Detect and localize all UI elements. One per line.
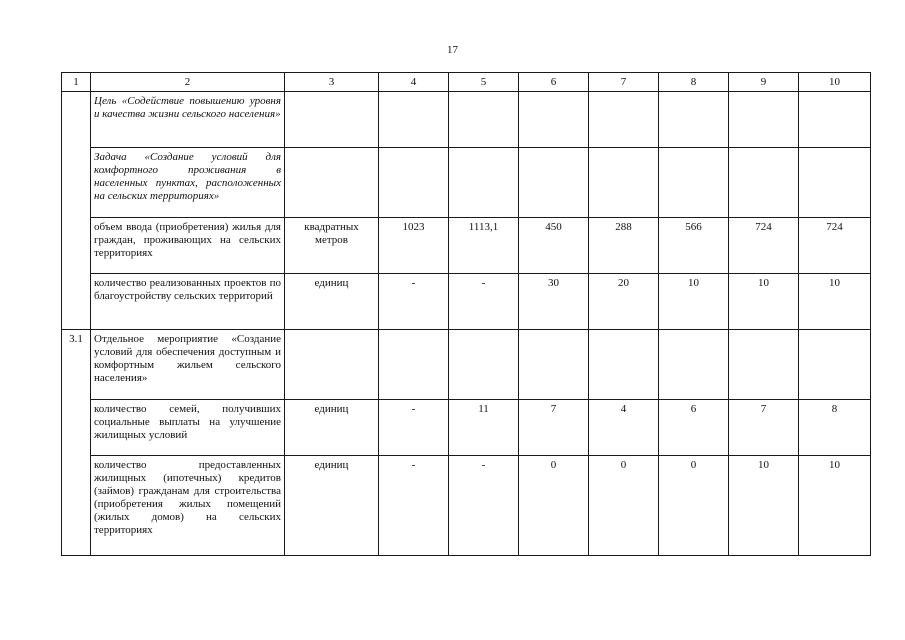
value-cell — [729, 92, 799, 148]
header-cell: 9 — [729, 73, 799, 92]
indicator-name-cell: Цель «Содействие повышению уровня и качества жизни сельского населения» — [91, 92, 285, 148]
value-cell: 10 — [799, 456, 871, 556]
row-number-cell — [62, 92, 91, 330]
unit-cell: квадратных метров — [285, 218, 379, 274]
value-cell — [589, 92, 659, 148]
table-row — [62, 218, 871, 274]
value-cell: 30 — [519, 274, 589, 330]
indicator-name-cell: количество реализованных проектов по благоустройству сельских территорий — [91, 274, 285, 330]
value-cell: 450 — [519, 218, 589, 274]
unit-cell — [285, 148, 379, 218]
value-cell — [379, 148, 449, 218]
value-cell: 288 — [589, 218, 659, 274]
unit-cell — [285, 330, 379, 400]
value-cell — [519, 92, 589, 148]
table-header-row — [62, 73, 871, 92]
value-cell: 0 — [659, 456, 729, 556]
value-cell — [449, 148, 519, 218]
value-cell: 8 — [799, 400, 871, 456]
unit-cell: единиц — [285, 400, 379, 456]
value-cell: - — [449, 456, 519, 556]
value-cell — [659, 330, 729, 400]
row-number-cell: 3.1 — [62, 330, 91, 556]
value-cell — [729, 330, 799, 400]
value-cell — [379, 330, 449, 400]
value-cell: 0 — [589, 456, 659, 556]
value-cell: 1023 — [379, 218, 449, 274]
header-cell: 3 — [285, 73, 379, 92]
header-cell: 7 — [589, 73, 659, 92]
unit-cell: единиц — [285, 274, 379, 330]
unit-cell: единиц — [285, 456, 379, 556]
table-row — [62, 456, 871, 556]
value-cell — [799, 148, 871, 218]
value-cell: 724 — [799, 218, 871, 274]
value-cell — [379, 92, 449, 148]
indicator-name-cell: количество семей, получивших социальные выплаты на улучшение жилищных условий — [91, 400, 285, 456]
table-row — [62, 400, 871, 456]
header-cell: 1 — [62, 73, 91, 92]
indicator-name-cell: количество предоставленных жилищных (ипотечных) кредитов (займов) гражданам для строительства (приобретения жилых помещений (жилых домов) на сельских территориях — [91, 456, 285, 556]
unit-cell — [285, 92, 379, 148]
indicators-table — [61, 72, 871, 556]
value-cell: 0 — [519, 456, 589, 556]
header-cell: 5 — [449, 73, 519, 92]
value-cell — [729, 148, 799, 218]
indicator-name-cell: Отдельное мероприятие «Создание условий для обеспечения доступным и комфортным жильем сельского населения» — [91, 330, 285, 400]
value-cell: 7 — [729, 400, 799, 456]
value-cell: 566 — [659, 218, 729, 274]
value-cell: - — [379, 274, 449, 330]
value-cell — [799, 330, 871, 400]
table-row — [62, 92, 871, 148]
header-cell: 8 — [659, 73, 729, 92]
value-cell: - — [449, 274, 519, 330]
table-row — [62, 148, 871, 218]
value-cell: 724 — [729, 218, 799, 274]
value-cell: 11 — [449, 400, 519, 456]
value-cell: 1113,1 — [449, 218, 519, 274]
value-cell — [799, 92, 871, 148]
table-row — [62, 330, 871, 400]
value-cell: 4 — [589, 400, 659, 456]
value-cell: 7 — [519, 400, 589, 456]
value-cell: 10 — [799, 274, 871, 330]
value-cell — [589, 330, 659, 400]
header-cell: 10 — [799, 73, 871, 92]
indicator-name-cell: Задача «Создание условий для комфортного проживания в населенных пунктах, расположенных на сельских территориях» — [91, 148, 285, 218]
value-cell: - — [379, 400, 449, 456]
value-cell: 10 — [729, 274, 799, 330]
header-cell: 4 — [379, 73, 449, 92]
value-cell — [449, 330, 519, 400]
value-cell: - — [379, 456, 449, 556]
header-cell: 6 — [519, 73, 589, 92]
value-cell: 10 — [729, 456, 799, 556]
value-cell — [449, 92, 519, 148]
table-row — [62, 274, 871, 330]
value-cell — [519, 148, 589, 218]
value-cell — [519, 330, 589, 400]
indicator-name-cell: объем ввода (приобретения) жилья для граждан, проживающих на сельских территориях — [91, 218, 285, 274]
value-cell — [659, 148, 729, 218]
value-cell — [659, 92, 729, 148]
value-cell: 6 — [659, 400, 729, 456]
value-cell: 20 — [589, 274, 659, 330]
header-cell: 2 — [91, 73, 285, 92]
value-cell — [589, 148, 659, 218]
value-cell: 10 — [659, 274, 729, 330]
page-number: 17 — [447, 44, 458, 56]
